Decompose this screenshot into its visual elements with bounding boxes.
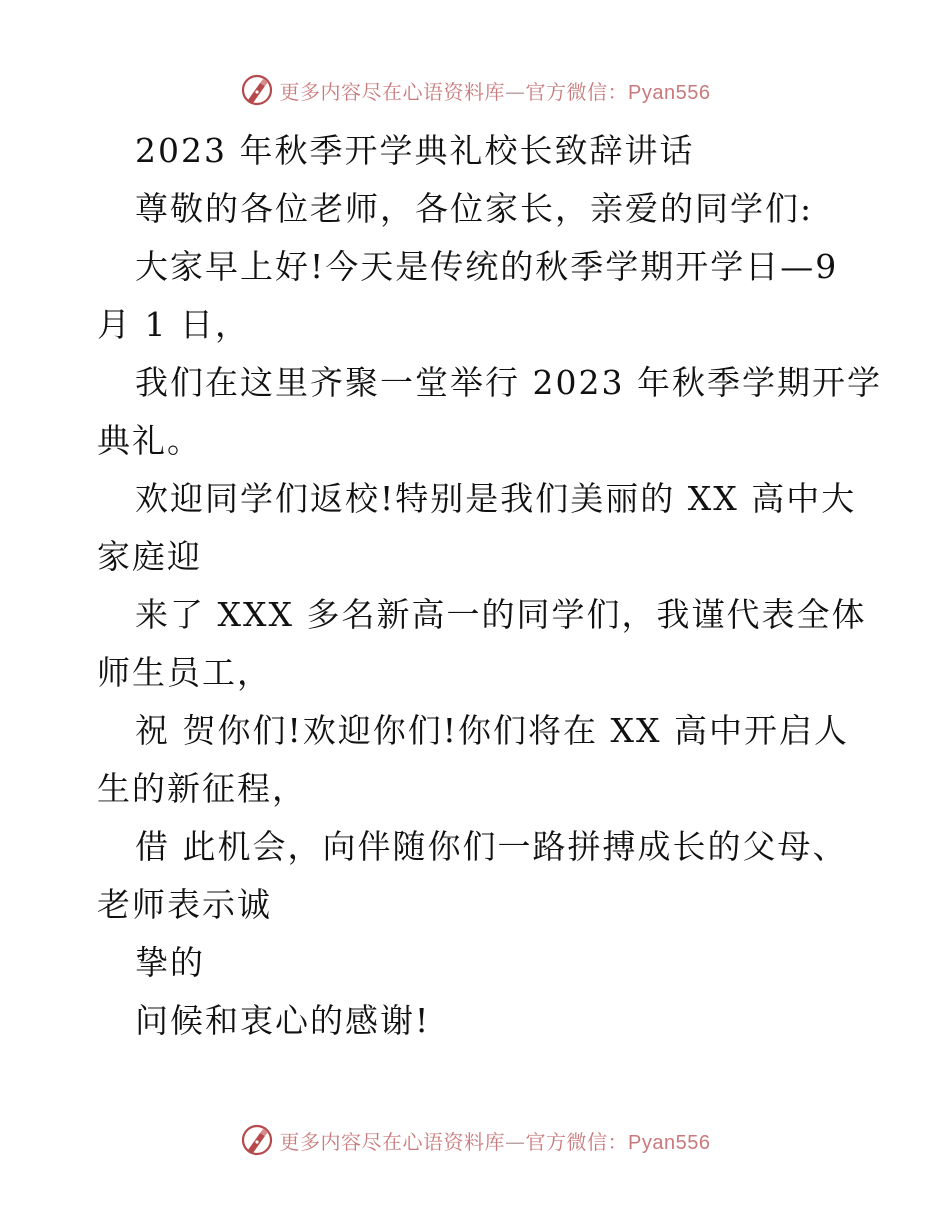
paragraph-line: 欢迎同学们返校!特别是我们美丽的 XX 高中大 xyxy=(135,479,857,518)
paragraph-line: 老师表示诚 xyxy=(97,885,272,924)
paragraph-line: 祝 贺你们!欢迎你们!你们将在 XX 高中开启人 xyxy=(135,711,849,750)
paragraph-line: 月 1 日， xyxy=(97,305,250,344)
watermark-group xyxy=(240,1123,711,1157)
paragraph-line: 师生员工， xyxy=(97,653,272,692)
paragraph-line: 大家早上好!今天是传统的秋季学期开学日—9 xyxy=(135,247,839,286)
paragraph-line: 生的新征程， xyxy=(97,769,307,808)
paragraph-line: 家庭迎 xyxy=(97,537,202,576)
watermark-group xyxy=(240,73,711,107)
paragraph-line: 问候和衷心的感谢! xyxy=(135,1001,431,1040)
paragraph-line: 来了 XXX 多名新高一的同学们，我谨代表全体 xyxy=(135,595,867,634)
watermark-text: 更多内容尽在心语资料库—官方微信：Pyan556 xyxy=(279,79,711,104)
paragraph-line: 典礼。 xyxy=(97,421,202,460)
paragraph-line: 挚的 xyxy=(135,943,205,982)
watermark-text: 更多内容尽在心语资料库—官方微信：Pyan556 xyxy=(279,1129,711,1154)
paragraph-line: 我们在这里齐聚一堂举行 2023 年秋季学期开学 xyxy=(135,363,882,402)
salutation-line: 尊敬的各位老师，各位家长，亲爱的同学们: xyxy=(135,189,814,228)
pen-nib-logo-icon xyxy=(240,73,274,107)
header-watermark xyxy=(0,70,950,110)
document-title: 2023 年秋季开学典礼校长致辞讲话 xyxy=(135,131,695,170)
pen-nib-logo-icon xyxy=(240,1123,274,1157)
document-body xyxy=(97,122,882,1050)
paragraph-line: 借 此机会，向伴随你们一路拼搏成长的父母、 xyxy=(135,827,848,866)
footer-watermark xyxy=(0,1120,950,1160)
